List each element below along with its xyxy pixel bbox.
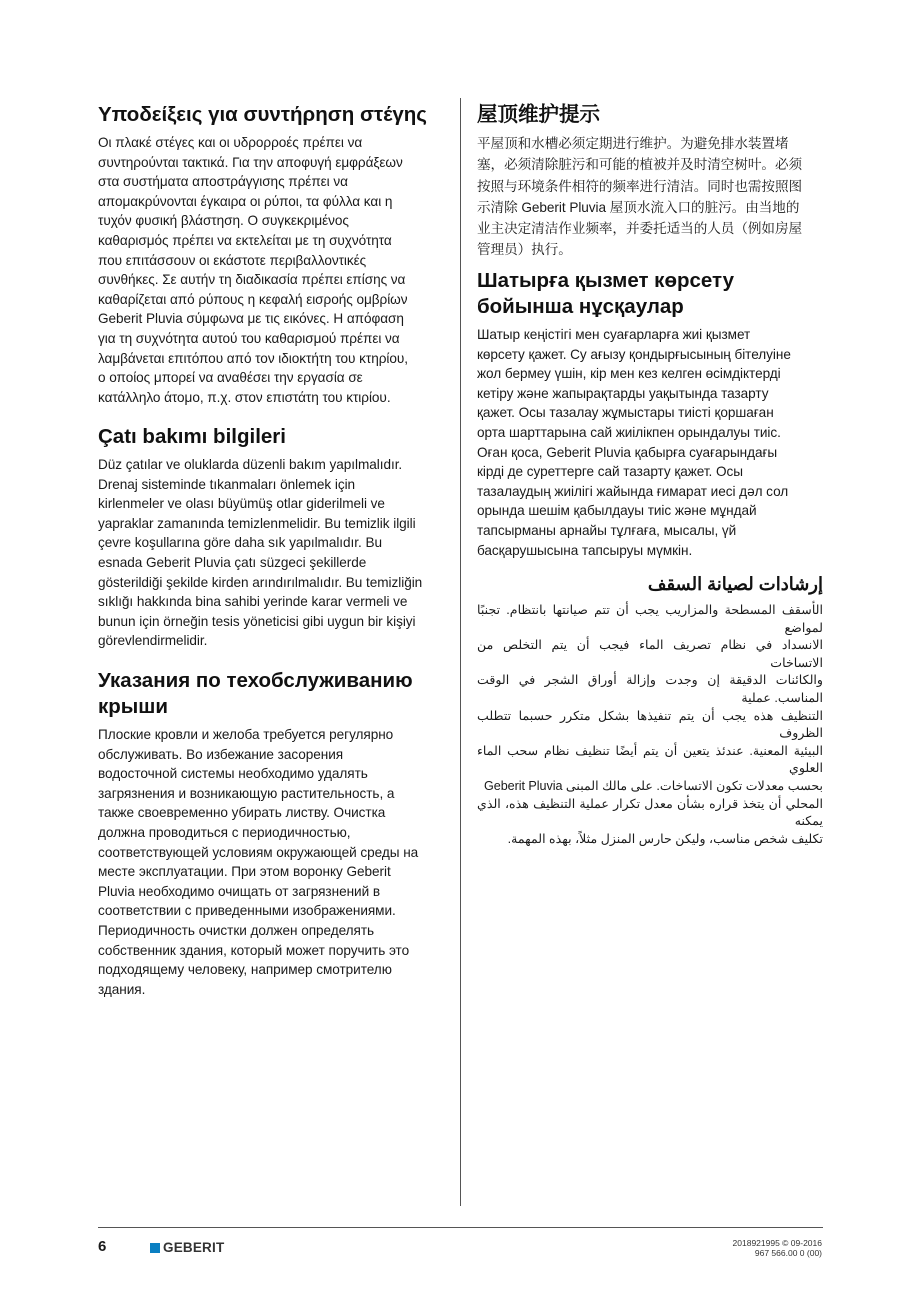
section-heading: Шатырға қызмет көрсету бойынша нұсқаулар	[477, 269, 734, 318]
section-body: Шатыр кеңістігі мен суағарларға жиі қызмет көрсету қажет. Су ағызу қондырғысының бітелуіне жол бермеу үшін, кір мен кез келген өсімдіктерді кетіру және жапырақтарды уақытында тазарту қажет. Осы тазалау жұмыстары тиісті қоршаған орта шарттарына сай жиілікпен орындалуы тиіс. Оған қоса, Geberit Pluvia қабырға суағарындағы кірді де суреттерге сай тазарту қажет. Осы тазалаудың жиілігі жайында ғимарат иесі дәл сол орында шешім қабылдауы тиіс және мұндай тапсырманы арнайы тұлғаға, мысалы, үй басқарушысына тапсыруы мүмкін.	[477, 327, 791, 558]
section-russian	[98, 668, 448, 999]
section-turkish	[98, 424, 448, 651]
part-number: 967 566.00 0 (00)	[754, 1248, 822, 1258]
page-number: 6	[98, 1238, 107, 1255]
column-divider	[460, 98, 461, 1206]
section-kazakh	[477, 268, 827, 560]
footer-divider	[98, 1227, 823, 1228]
section-heading: Указания по техобслуживанию крыши	[98, 669, 413, 718]
section-body: Οι πλακέ στέγες και οι υδρορροές πρέπει να συντηρούνται τακτικά. Για την αποφυγή εμφράξεων στα συστήματα αποστράγγισης πρέπει να απομακρύνονται έγκαιρα οι ρύποι, τα φύλλα και η τυχόν φυσική βλάστηση. Ο συγκεκριμένος καθαρισμός πρέπει να εκτελείται με τη συχνότητα που επιτάσσουν οι εκάστοτε περιβαλλοντικές συνθήκες. Σε αυτήν τη διαδικασία πρέπει επίσης να καθαρίζεται από ρύπους η κεφαλή εισροής ομβρίων Geberit Pluvia σύμφωνα με τις εικόνες. Η απόφαση για τη συχνότητα αυτού του καθαρισμού πρέπει να λαμβάνεται επιτόπου από τον ιδιοκτήτη του κτηρίου, ο οποίος μπορεί να αναθέσει την εργασία σε κατάλληλο άτομο, π.χ. στον επιστάτη του κτιρίου.	[98, 135, 408, 405]
section-chinese	[477, 102, 827, 261]
section-body: 平屋顶和水槽必须定期进行维护。为避免排水装置堵 塞，必须清除脏污和可能的植被并及时清空树叶。必须 按照与环境条件相符的频率进行清洁。同时也需按照图 示清除 Geberit Pluvia 屋顶水流入口的脏污。由当地的 业主决定清洁作业频率，并委托适当的人员（例如房屋 管理员）执行。	[477, 136, 803, 258]
doc-code: 2018921995 © 09-2016	[732, 1238, 822, 1248]
section-greek	[98, 102, 448, 407]
section-arabic	[477, 571, 823, 848]
logo-square-icon	[150, 1243, 160, 1253]
document-meta	[733, 1238, 822, 1258]
section-heading: إرشادات لصيانة السقف	[647, 574, 823, 594]
section-heading: Çatı bakımı bilgileri	[98, 425, 286, 448]
section-body: Düz çatılar ve oluklarda düzenli bakım yapılmalıdır. Drenaj sisteminde tıkanmaları önlemek için kirlenmeler ve olası büyümüş otlar giderilmeli ve yapraklar zamanında temizlenmelidir. Bu temizlik ilgili çevre koşullarına göre daha sık yapılmalıdır. Bu esnada Geberit Pluvia çatı süzgeci şekillerde gösterildiği şekilde kirden arındırılmalıdır. Bu temizliğin sıklığı hakkında bina sahibi yerinde karar vermeli ve bunun için örneğin tesis yöneticisi gibi uygun bir kişiyi görevlendirmelidir.	[98, 457, 423, 649]
section-heading: 屋顶维护提示	[477, 103, 600, 126]
section-heading: Υποδείξεις για συντήρηση στέγης	[98, 103, 427, 126]
logo-text: GEBERIT	[163, 1240, 225, 1255]
geberit-logo	[150, 1240, 224, 1255]
section-body: الأسقف المسطحة والمزاريب يجب أن تتم صيانتها بانتظام. تجنبًا لمواضع الانسداد في نظام تصريف الماء فيجب أن يتم التخلص من الاتساخات والكائنات الدقيقة إن وجدت وإزالة أوراق الشجر في الوقت المناسب. عملية التنظيف هذه يجب أن يتم تنفيذها بشكل متكرر حسبما تتطلب الظروف البيئية المعنية. عندئذ يتعين أن يتم أيضًا تنظيف نظام سحب الماء العلوي بحسب معدلات تكون الاتساخات. على مالك المبنى Geberit Pluvia المحلي أن يتخذ قراره بشأن معدل تكرار عملية التنظيف هذه، الذي يمكنه تكليف شخص مناسب، وليكن حارس المنزل مثلاً، بهذه المهمة.	[477, 603, 823, 846]
section-body: Плоские кровли и желоба требуется регулярно обслуживать. Во избежание засорения водосточной системы необходимо удалять загрязнения и возникающую растительность, а также своевременно убирать листву. Очистка должна проводиться с периодичностью, соответствующей условиям окружающей среды на месте эксплуатации. При этом воронку Geberit Pluvia необходимо очищать от загрязнений в соответствии с приведенными изображениями. Периодичность очистки должен определять собственник здания, который может поручить это подходящему человеку, например смотрителю здания.	[98, 727, 419, 997]
